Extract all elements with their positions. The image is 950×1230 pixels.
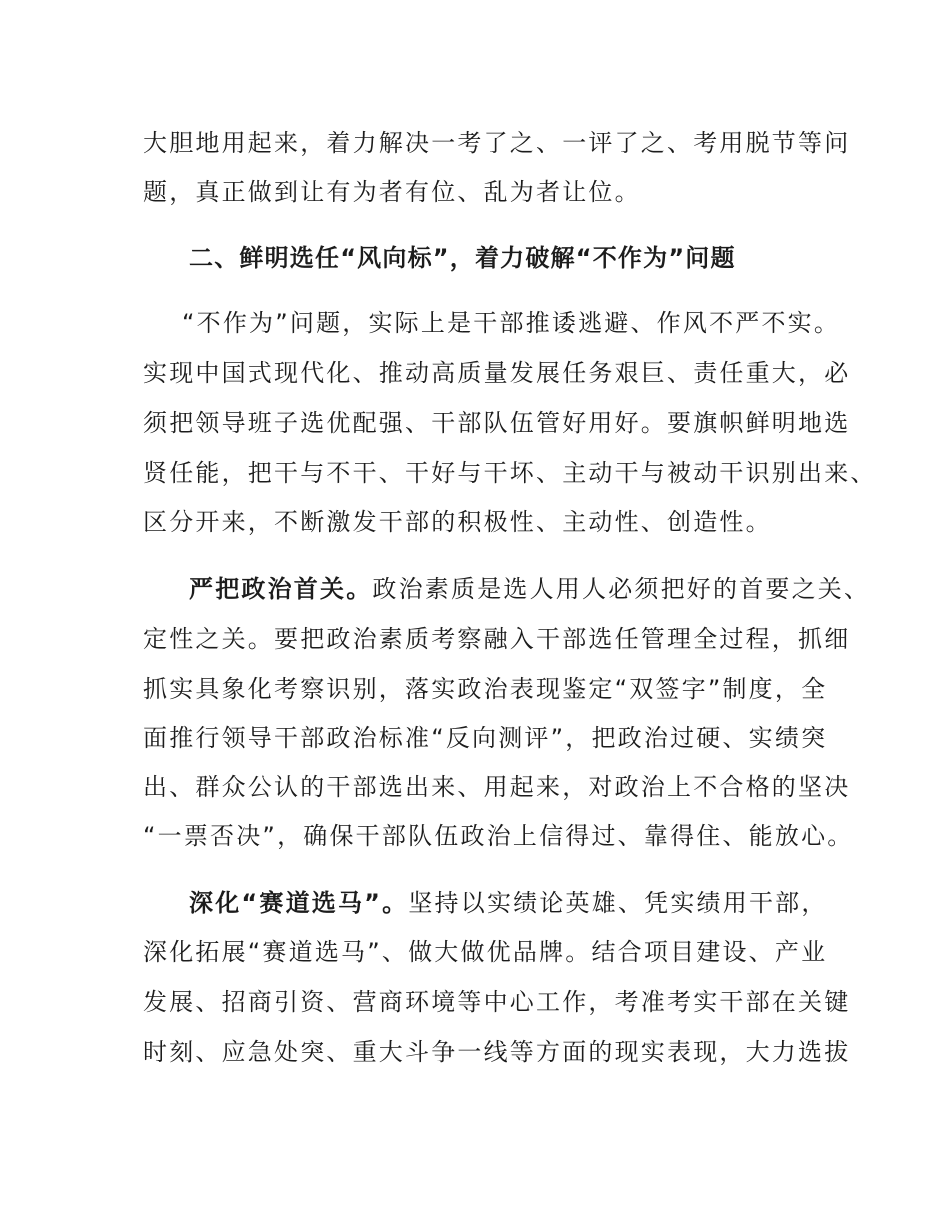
paragraph-line: 出、群众公认的干部选出来、用起来，对政治上不合格的坚决	[143, 773, 851, 801]
paragraph-line: 贤任能，把干与不干、干好与干坏、主动干与被动干识别出来、	[143, 459, 877, 487]
paragraph-lead: 深化“赛道选马”。	[189, 889, 409, 917]
paragraph-line	[189, 883, 833, 923]
paragraph-line: “一票否决”，确保干部队伍政治上信得过、靠得住、能放心。	[143, 822, 854, 850]
paragraph-line: 区分开来，不断激发干部的积极性、主动性、创造性。	[143, 508, 772, 536]
paragraph-line: 发展、招商引资、营商环境等中心工作，考准考实干部在关键	[143, 988, 851, 1016]
paragraph-line: 定性之关。要把政治素质考察融入干部选任管理全过程，抓细	[143, 625, 851, 653]
paragraph-line: 面推行领导干部政治标准“反向测评”，把政治过硬、实绩突	[143, 724, 828, 752]
paragraph-line	[189, 569, 871, 609]
paragraph-line: 须把领导班子选优配强、干部队伍管好用好。要旗帜鲜明地选	[143, 409, 851, 437]
paragraph-lead: 严把政治首关。	[189, 575, 373, 603]
paragraph-line: “不作为”问题，实际上是干部推诿逃避、作风不严不实。	[182, 309, 841, 337]
paragraph-line: 抓实具象化考察识别，落实政治表现鉴定“双签字”制度，全	[143, 675, 828, 703]
paragraph-text: 政治素质是选人用人必须把好的首要之关、	[372, 575, 871, 603]
paragraph-line: 实现中国式现代化、推动高质量发展任务艰巨、责任重大，必	[143, 359, 851, 387]
paragraph-line: 时刻、应急处突、重大斗争一线等方面的现实表现，大力选拔	[143, 1038, 851, 1066]
paragraph-line: 深化拓展“赛道选马”、做大做优品牌。结合项目建设、产业	[143, 938, 828, 966]
paragraph-text: 坚持以实绩论英雄、凭实绩用干部，	[408, 889, 828, 917]
paragraph-line: 题，真正做到让有为者有位、乱为者让位。	[143, 178, 641, 206]
paragraph-line: 大胆地用起来，着力解决一考了之、一评了之、考用脱节等问	[143, 129, 851, 157]
section-heading: 二、鲜明选任“风向标”，着力破解“不作为”问题	[189, 244, 736, 272]
